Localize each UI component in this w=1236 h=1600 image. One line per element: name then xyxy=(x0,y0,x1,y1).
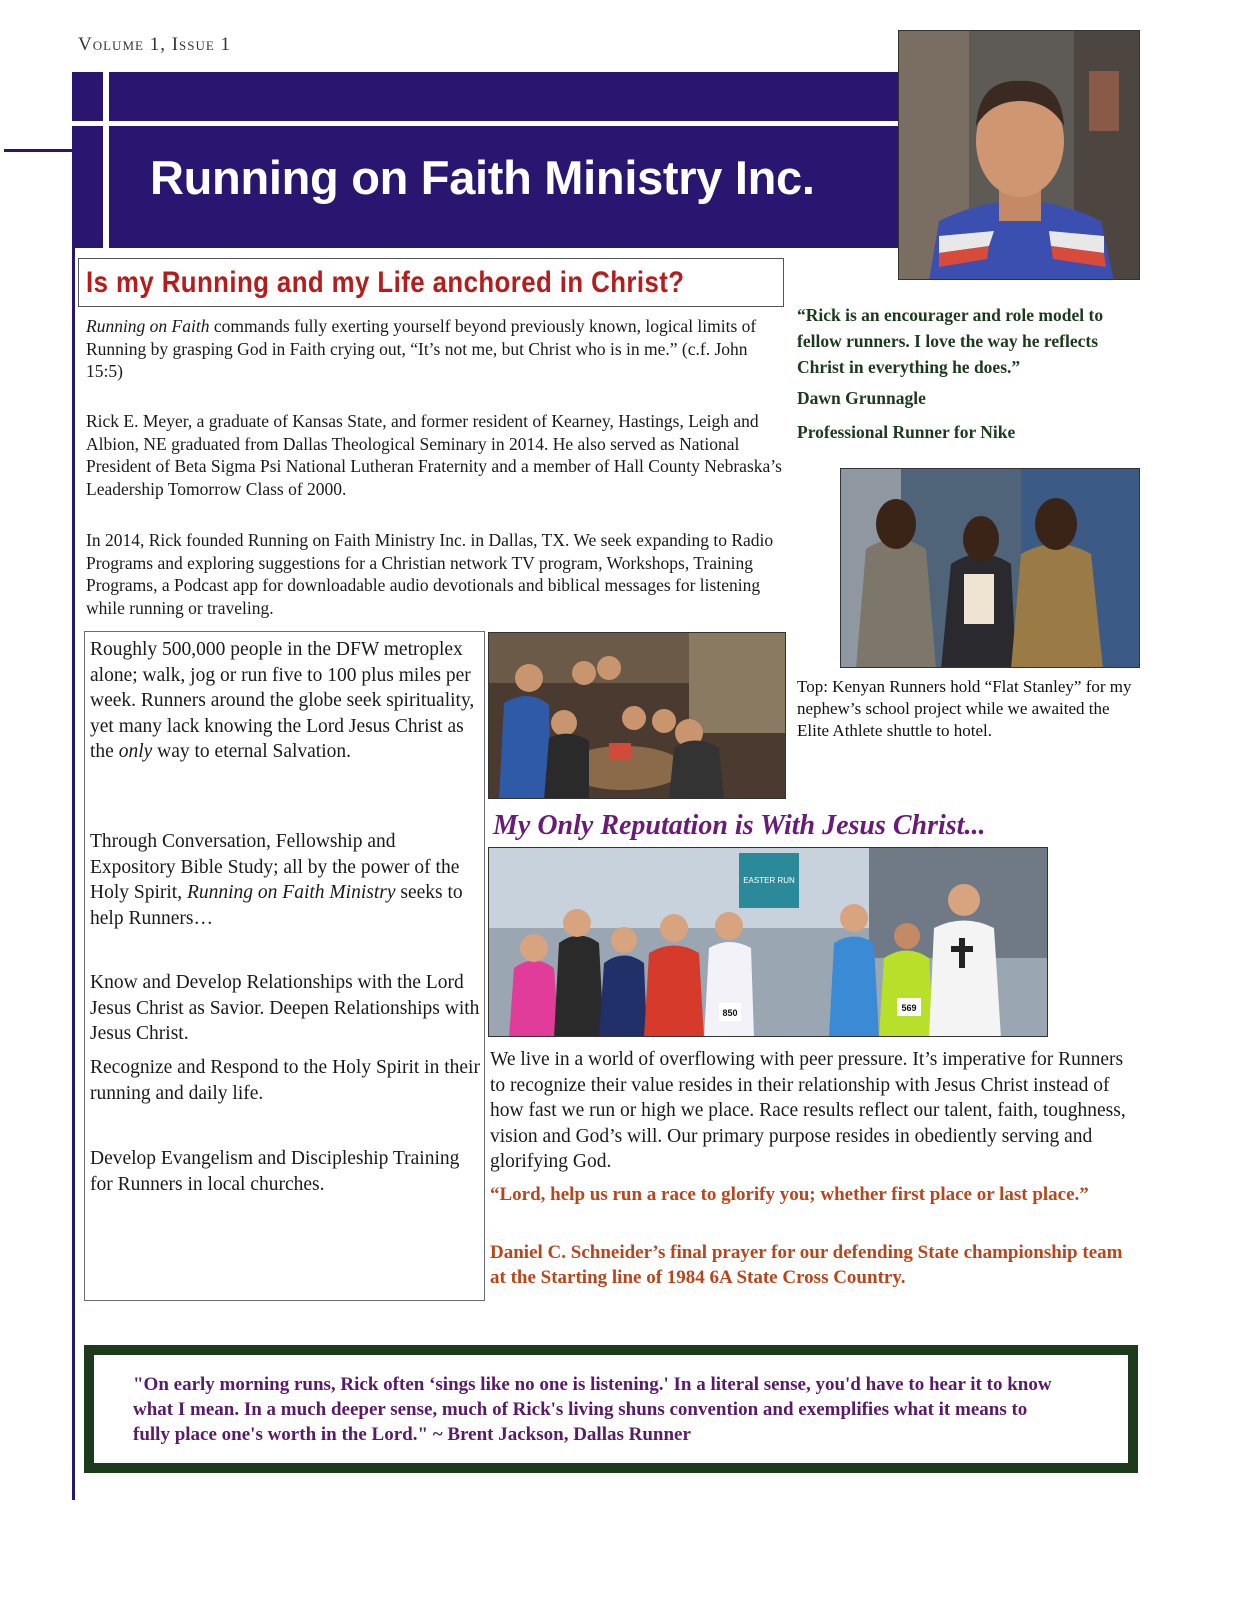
race-group-photo xyxy=(488,847,1048,1037)
testimonial-quote: “Rick is an encourager and role model to fellow runners. I love the way he reflects Christ in everything he does.” xyxy=(797,305,1104,377)
bib-569: 569 xyxy=(901,1003,917,1013)
only-emph: only xyxy=(118,741,153,762)
volume-issue: Volume 1, Issue 1 xyxy=(78,34,232,55)
side-tick xyxy=(4,149,74,152)
testimonial-role: Professional Runner for Nike xyxy=(797,422,1016,442)
cafe-group-photo xyxy=(488,632,786,799)
intro-paragraph-text: commands fully exerting yourself beyond previously known, logical limits of Running by grasping God in Faith crying out, “It’s not me, but Christ who is in me.” (c.f. John 15:5) xyxy=(86,316,757,381)
reputation-title: My Only Reputation is With Jesus Christ... xyxy=(493,810,986,841)
mission-paragraph: In 2014, Rick founded Running on Faith Ministry Inc. in Dallas, TX. We seek expanding to Radio Programs and exploring suggestions for a Christian network TV program, Workshops, Training Programs, a Podcast app for downloadable audio devotionals and biblical messages for listening while running or traveling. xyxy=(86,530,774,618)
sidebar-paragraph-conversation-a: Through Conversation, Fellowship and Expository Bible Study; all by the power of the Holy Spirit, xyxy=(90,831,460,903)
sidebar-paragraph-holy-spirit: Recognize and Respond to the Holy Spirit in their running and daily life. xyxy=(90,1057,480,1104)
left-rule xyxy=(72,72,75,1500)
article-headline: Is my Running and my Life anchored in Christ? xyxy=(86,266,685,299)
bio-paragraph: Rick E. Meyer, a graduate of Kansas State, and former resident of Kearney, Hastings, Leigh and Albion, NE graduated from Dallas Theological Seminary in 2014. He also served as National President of Beta Sigma Psi National Lutheran Fraternity and a member of Hall County Nebraska’s Leadership Tomorrow Class of 2000. xyxy=(86,411,782,499)
bib-850: 850 xyxy=(722,1008,738,1018)
prayer-quote: “Lord, help us run a race to glorify you; whether first place or last place.” xyxy=(490,1184,1089,1205)
sidebar-paragraph-dfw xyxy=(90,637,482,765)
banner-divider-horizontal xyxy=(72,121,900,126)
sidebar-paragraph-dfw-b: way to eternal Salvation. xyxy=(152,741,352,762)
banner-divider-vertical xyxy=(103,72,109,248)
sidebar-paragraph-conversation xyxy=(90,829,482,931)
running-on-faith-emph: Running on Faith xyxy=(86,316,210,336)
sidebar-paragraph-relationships: Know and Develop Relationships with the Lord Jesus Christ as Savior. Deepen Relationships with Jesus Christ. xyxy=(90,972,480,1044)
cafe-group-illustration xyxy=(489,633,786,799)
kenyan-runners-photo xyxy=(840,468,1140,668)
photo-caption: Top: Kenyan Runners hold “Flat Stanley” for my nephew’s school project while we awaited the Elite Athlete shuttle to hotel. xyxy=(797,677,1132,740)
prayer-attribution: Daniel C. Schneider’s final prayer for our defending State championship team at the Starting line of 1984 6A State Cross Country. xyxy=(490,1242,1123,1288)
race-group-illustration xyxy=(489,848,1048,1037)
ministry-name-emph: Running on Faith Ministry xyxy=(186,882,396,903)
sidebar-paragraph-conversation-b: seeks to help Runners… xyxy=(90,882,463,929)
testimonial-name: Dawn Grunnagle xyxy=(797,388,926,408)
bottom-quote: "On early morning runs, Rick often ‘sings like no one is listening.' In a literal sense, you'd have to hear it to know what I mean. In a much deeper sense, much of Rick's living shuns convention and exemplifies what it means to fully place one's worth in the Lord." ~ Brent Jackson, Dallas Runner xyxy=(133,1374,1052,1445)
rick-portrait-photo xyxy=(898,30,1140,280)
kenyan-runners-illustration xyxy=(841,469,1140,668)
race-sign-text: EASTER RUN xyxy=(743,876,795,885)
reputation-paragraph: We live in a world of overflowing with peer pressure. It’s imperative for Runners to recognize their value resides in their relationship with Jesus Christ instead of how fast we run or high we place. Race results reflect our talent, faith, toughness, vision and God’s will. Our primary purpose resides in obediently serving and glorifying God. xyxy=(490,1049,1126,1172)
sidebar-paragraph-dfw-a: Roughly 500,000 people in the DFW metroplex alone; walk, jog or run five to 100 plus miles per week. Runners around the globe seek spirituality, yet many lack knowing the Lord Jesus Christ as the xyxy=(90,639,475,762)
sidebar-paragraph-evangelism: Develop Evangelism and Discipleship Training for Runners in local churches. xyxy=(90,1148,460,1195)
portrait-illustration xyxy=(899,31,1140,280)
page-title: Running on Faith Ministry Inc. xyxy=(150,151,815,204)
intro-paragraph xyxy=(86,315,782,383)
